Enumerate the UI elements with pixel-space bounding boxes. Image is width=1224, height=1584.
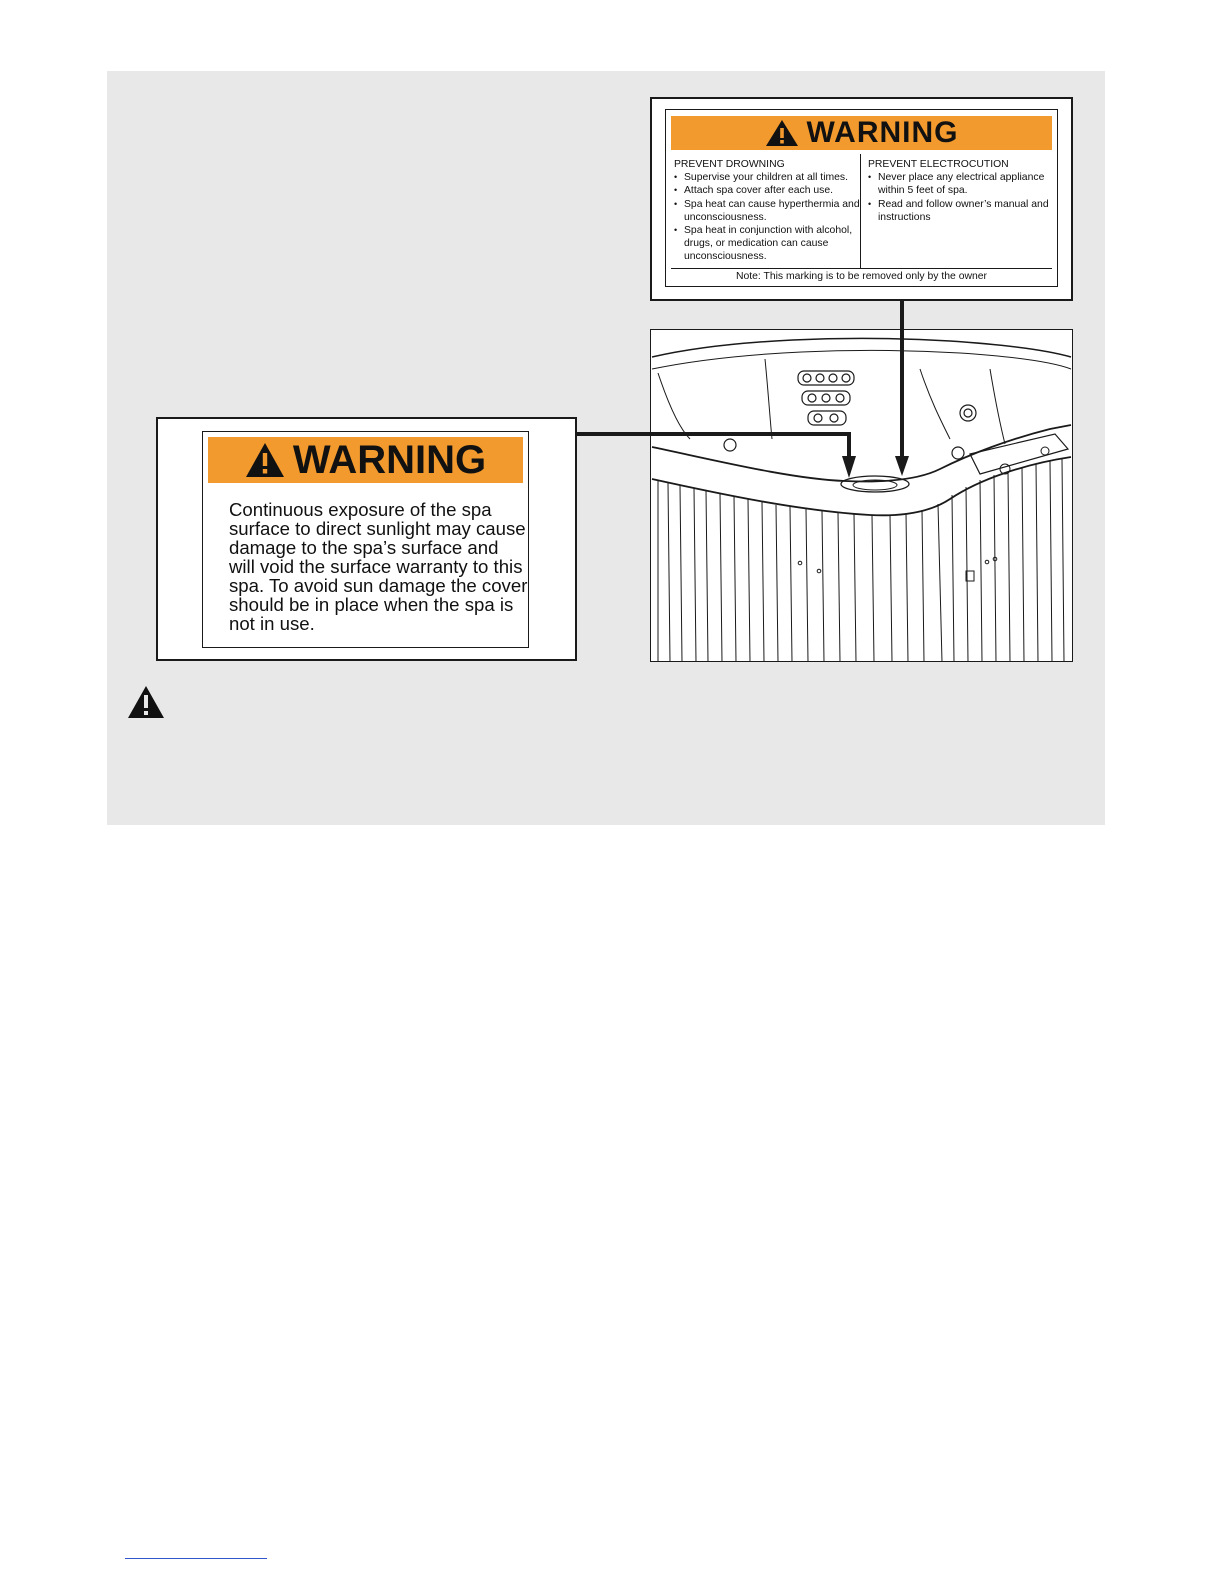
list-item: • Attach spa cover after each use. xyxy=(674,184,860,197)
removal-note: Note: This marking is to be removed only by the owner xyxy=(735,271,988,282)
warning-label-drowning-electrocution xyxy=(650,97,1073,301)
spa-illustration xyxy=(650,329,1073,662)
note-divider xyxy=(671,268,1052,269)
label-inner-frame xyxy=(202,431,529,648)
sunlight-warning-text: Continuous exposure of the spa surface to direct sunlight may cause damage to the spa’s surface and will void the surface warranty to this spa. To avoid sun damage the cover should be in place when the spa is not in use. xyxy=(229,499,528,634)
warning-title: WARNING xyxy=(292,437,487,482)
list-item: • Spa heat can cause hyperthermia and unconsciousness. xyxy=(674,198,860,224)
list-item: • Supervise your children at all times. xyxy=(674,171,860,184)
warning-triangle-icon xyxy=(245,442,285,478)
warning-triangle-icon xyxy=(765,119,799,147)
warning-triangle-icon xyxy=(127,685,165,719)
warning-banner xyxy=(208,437,523,483)
drowning-column xyxy=(674,158,860,264)
electrocution-column xyxy=(868,158,1054,224)
list-item: • Read and follow owner’s manual and instructions xyxy=(868,198,1054,224)
label-inner-frame xyxy=(665,109,1058,287)
list-item: • Never place any electrical appliance within 5 feet of spa. xyxy=(868,171,1054,197)
drowning-heading: PREVENT DROWNING xyxy=(674,159,785,170)
warning-banner xyxy=(671,116,1052,150)
warning-title: WARNING xyxy=(806,116,959,149)
electrocution-heading: PREVENT ELECTROCUTION xyxy=(868,159,1009,170)
warning-label-sunlight xyxy=(156,417,577,661)
footer-link-underline[interactable] xyxy=(125,1558,267,1559)
list-item: • Spa heat in conjunction with alcohol, drugs, or medication can cause unconsciousness. xyxy=(674,224,860,264)
column-divider xyxy=(860,154,861,268)
